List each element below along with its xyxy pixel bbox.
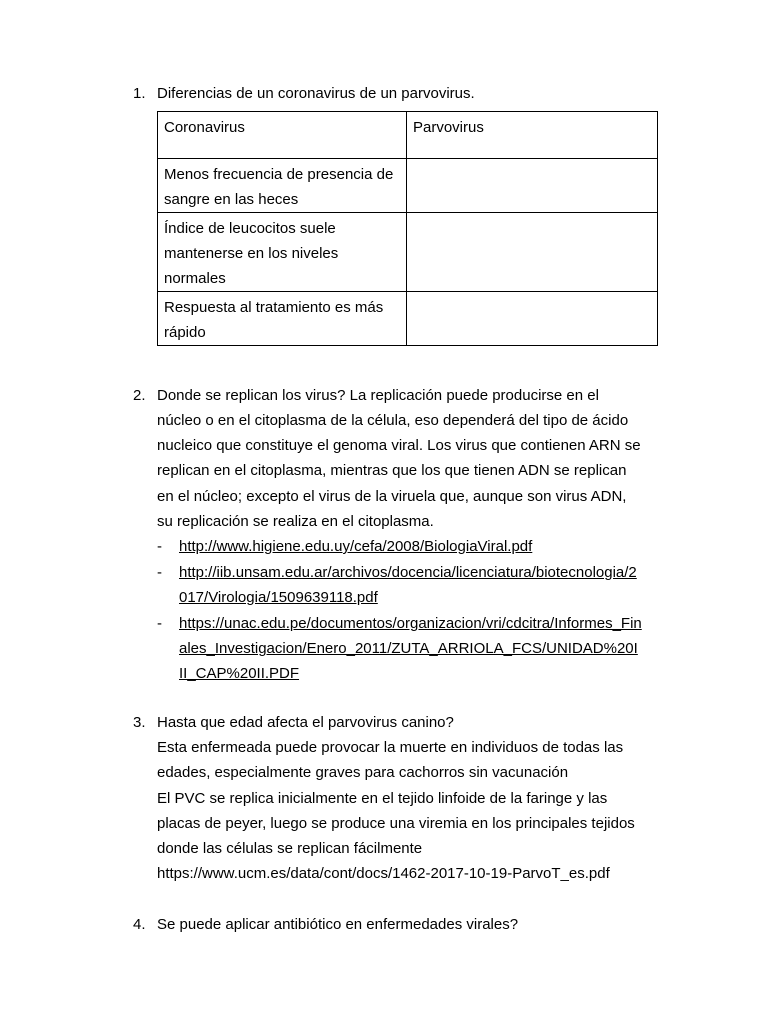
bullet-dash: - xyxy=(157,564,162,581)
question-3-line: Hasta que edad afecta el parvovirus canino? xyxy=(157,714,454,731)
table-row xyxy=(158,292,658,346)
link-unac-line-2[interactable]: ales_Investigacion/Enero_2011/ZUTA_ARRIOLA_FCS/UNIDAD%20I xyxy=(179,640,638,657)
link-unac-line-3[interactable]: II_CAP%20II.PDF xyxy=(179,665,300,682)
table-row xyxy=(158,213,658,292)
question-1-title: Diferencias de un coronavirus de un parvovirus. xyxy=(157,85,475,102)
table-header-row xyxy=(158,112,658,159)
question-3-url: https://www.ucm.es/data/cont/docs/1462-2017-10-19-ParvoT_es.pdf xyxy=(157,865,610,882)
question-2-line: núcleo o en el citoplasma de la célula, eso dependerá del tipo de ácido xyxy=(157,412,629,429)
question-2-line: nucleico que constituye el genoma viral. Los virus que contienen ARN se xyxy=(157,437,641,454)
bullet-dash: - xyxy=(157,538,162,555)
comparison-table xyxy=(157,111,658,346)
bullet-dash: - xyxy=(157,615,162,632)
link-unsam-line-2[interactable]: 017/Virologia/1509639118.pdf xyxy=(179,589,378,606)
cell-line: Menos frecuencia de presencia de xyxy=(164,166,394,183)
question-1-number: 1. xyxy=(133,85,146,102)
question-2-line: en el núcleo; excepto el virus de la viruela que, aunque son virus ADN, xyxy=(157,488,627,505)
table-row xyxy=(158,159,658,213)
question-4-title: Se puede aplicar antibiótico en enfermedades virales? xyxy=(157,916,519,933)
table-cell xyxy=(158,292,407,346)
cell-line: Índice de leucocitos suele xyxy=(164,220,336,237)
cell-line: normales xyxy=(164,270,226,287)
question-3-number: 3. xyxy=(133,714,146,731)
question-3-line: Esta enfermeada puede provocar la muerte en individuos de todas las xyxy=(157,739,624,756)
cell-line: mantenerse en los niveles xyxy=(164,245,339,262)
table-cell-empty xyxy=(407,159,658,213)
cell-line: rápido xyxy=(164,324,206,341)
link-higiene[interactable]: http://www.higiene.edu.uy/cefa/2008/BiologiaViral.pdf xyxy=(179,538,533,555)
question-3-line: placas de peyer, luego se produce una viremia en los principales tejidos xyxy=(157,815,635,832)
question-3-line: El PVC se replica inicialmente en el tejido linfoide de la faringe y las xyxy=(157,790,608,807)
link-unac-line-1[interactable]: https://unac.edu.pe/documentos/organizacion/vri/cdcitra/Informes_Fin xyxy=(179,615,642,632)
table-cell xyxy=(158,159,407,213)
question-2-line: su replicación se realiza en el citoplasma. xyxy=(157,513,434,530)
link-unsam-line-1[interactable]: http://iib.unsam.edu.ar/archivos/docencia/licenciatura/biotecnologia/2 xyxy=(179,564,637,581)
question-2-line: replican en el citoplasma, mientras que los que tienen ADN se replican xyxy=(157,462,627,479)
header-parvovirus: Parvovirus xyxy=(407,112,658,159)
table-cell-empty xyxy=(407,213,658,292)
cell-line: Respuesta al tratamiento es más xyxy=(164,299,384,316)
cell-line: sangre en las heces xyxy=(164,191,299,208)
question-3-line: edades, especialmente graves para cachorros sin vacunación xyxy=(157,764,569,781)
table-cell-empty xyxy=(407,292,658,346)
question-2-number: 2. xyxy=(133,387,146,404)
question-2-line: Donde se replican los virus? La replicación puede producirse en el xyxy=(157,387,599,404)
question-4-number: 4. xyxy=(133,916,146,933)
header-coronavirus: Coronavirus xyxy=(158,112,407,159)
table-cell xyxy=(158,213,407,292)
question-3-line: donde las células se replican fácilmente xyxy=(157,840,423,857)
